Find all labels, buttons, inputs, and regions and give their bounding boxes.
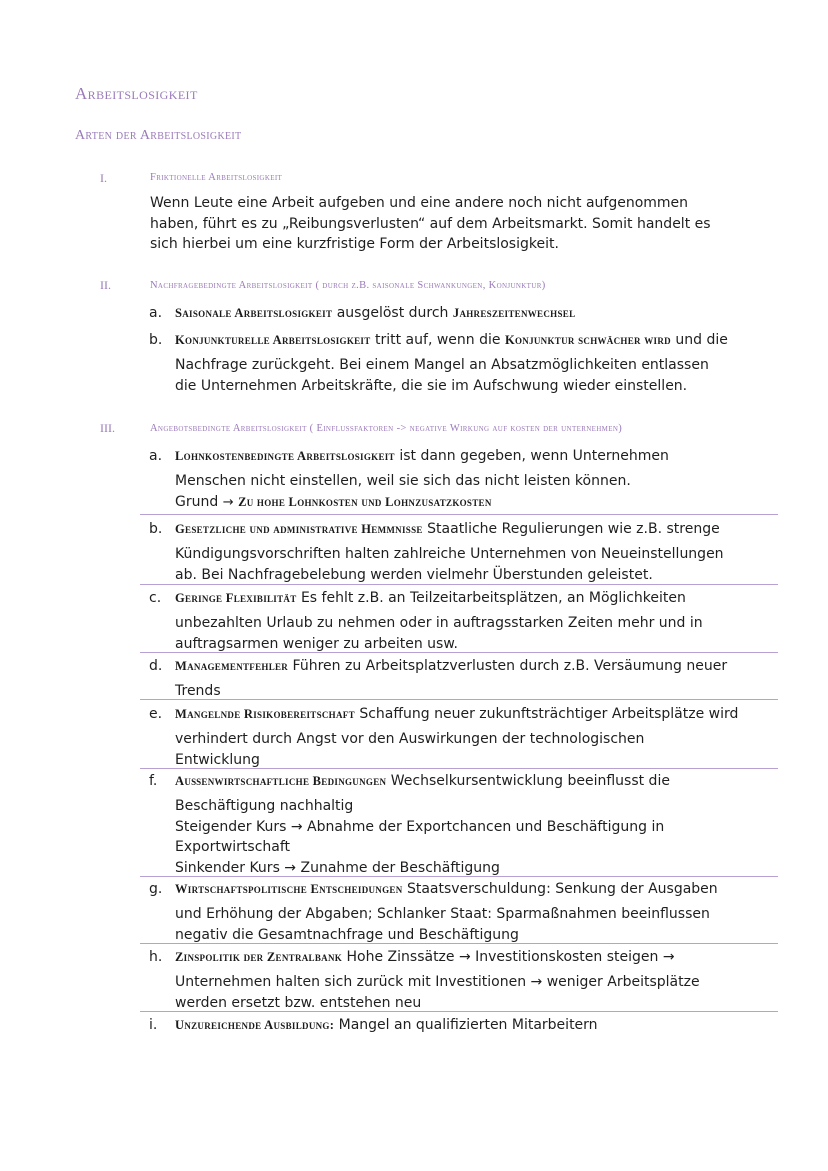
item-text: Staatsverschuldung: Senkung der Ausgaben [402,881,718,897]
item-text: Mangel an qualifizierten Mitarbeitern [334,1017,598,1033]
grund-label: Grund [175,493,219,510]
item-text: Staatliche Regulierungen wie z.B. strenge [422,521,720,537]
list-item-3d [140,656,778,700]
item-term: Außenwirtschaftliche Bedingungen [175,774,387,788]
item-line: die Unternehmen Arbeitskräfte, die sie im Aufschwung wieder einstellen. [175,377,688,394]
list-marker: b. [149,332,163,348]
list-item-3c [140,588,778,653]
item-text: Hohe Zinssätze → Investitionskosten steigen → [342,949,675,965]
item-line: Trends [175,683,221,699]
item-line: Beschäftigung nachhaltig [175,798,354,814]
list-item-3h [140,947,778,1012]
arrow-right-icon: → [222,494,234,510]
section-number-2: II. [100,278,111,292]
list-marker: e. [149,706,163,722]
page-title: Arbeitslosigkeit [75,84,198,103]
section-heading-3: Angebotsbedingte Arbeitslosigkeit ( Einflussfaktoren -> negative Wirkung auf kosten der unternehmen) [150,423,623,434]
list-marker: d. [149,658,163,674]
item-text: Wechselkursentwicklung beeinflusst die [386,773,670,789]
item-line: negativ die Gesamtnachfrage und Beschäftigung [175,926,519,943]
item-term: Unzureichende Ausbildung: [175,1018,335,1032]
item-text: Es fehlt z.B. an Teilzeitarbeitsplätzen, an Möglichkeiten [296,590,686,606]
paragraph-line: haben, führt es zu „Reibungsverlusten“ auf dem Arbeitsmarkt. Somit handelt es [150,215,711,232]
item-text: Führen zu Arbeitsplatzverlusten durch z.B. Versäumung neuer [288,658,728,674]
list-item-3f [140,771,778,877]
item-term-secondary: Konjunktur schwächer wird [504,333,671,347]
item-line: verhindert durch Angst vor den Auswirkungen der technologischen [175,731,645,747]
list-item-3i [140,1015,778,1040]
list-marker: i. [149,1017,158,1033]
list-item-3e [140,704,778,769]
section-number-1: I. [100,171,107,185]
page-subtitle: Arten der Arbeitslosigkeit [75,128,242,143]
section-heading-1: Friktionelle Arbeitslosigkeit [150,172,283,183]
list-marker: h. [149,949,163,965]
list-item-3a [140,446,778,515]
list-marker: c. [149,590,162,606]
list-marker: b. [149,521,163,537]
item-line: und Erhöhung der Abgaben; Schlanker Staat: Sparmaßnahmen beeinflussen [175,906,710,922]
item-text: ausgelöst durch [332,305,453,321]
item-line: werden ersetzt bzw. entstehen neu [175,994,422,1011]
item-text: Schaffung neuer zukunftsträchtiger Arbeitsplätze wird [354,706,739,722]
item-term: Gesetzliche und administrative Hemmnisse [175,522,423,536]
item-text: tritt auf, wenn die [370,332,505,348]
item-text-secondary: und die [670,332,728,348]
section-1-paragraph [150,193,770,255]
list-item-3g [140,879,778,944]
item-text: ist dann gegeben, wenn Unternehmen [394,448,669,464]
item-term: Mangelnde Risikobereitschaft [175,707,355,721]
section-heading-2: Nachfragebedingte Arbeitslosigkeit ( durch z.B. saisonale Schwankungen, Konjunktur) [150,280,546,291]
item-term: Managementfehler [175,659,289,673]
item-line: Steigender Kurs → Abnahme der Exportchancen und Beschäftigung in [175,818,665,835]
list-item-2a [140,303,778,328]
item-line: Entwicklung [175,751,260,768]
item-term: Konjunkturelle Arbeitslosigkeit [175,333,371,347]
list-marker: g. [149,881,163,897]
item-term-secondary: Jahreszeitenwechsel [452,306,576,320]
paragraph-line: sich hierbei um eine kurzfristige Form der Arbeitslosigkeit. [150,236,559,252]
item-line: Nachfrage zurückgeht. Bei einem Mangel an Absatzmöglichkeiten entlassen [175,357,709,373]
item-line: auftragsarmen weniger zu arbeiten usw. [175,635,458,652]
item-line: unbezahlten Urlaub zu nehmen oder in auftragsstarken Zeiten mehr und in [175,615,703,631]
list-marker: f. [149,773,158,789]
item-line: Kündigungsvorschriften halten zahlreiche Unternehmen von Neueinstellungen [175,546,724,562]
item-line: Sinkender Kurs → Zunahme der Beschäftigung [175,859,500,876]
list-item-2b [140,330,778,396]
item-line: ab. Bei Nachfragebelebung werden vielmehr Überstunden geleistet. [175,566,653,583]
list-item-3b [140,519,778,585]
item-term: Lohnkostenbedingte Arbeitslosigkeit [175,449,395,463]
item-line: Menschen nicht einstellen, weil sie sich das nicht leisten können. [175,473,631,489]
paragraph-line: Wenn Leute eine Arbeit aufgeben und eine andere noch nicht aufgenommen [150,195,689,211]
item-term: Geringe Flexibilität [175,591,297,605]
item-line: Exportwirtschaft [175,839,291,855]
list-marker: a. [149,448,163,464]
section-number-3: III. [100,421,115,435]
list-marker: a. [149,305,163,321]
item-line: Unternehmen halten sich zurück mit Investitionen → weniger Arbeitsplätze [175,974,700,990]
item-term: Saisonale Arbeitslosigkeit [175,306,333,320]
item-term: Wirtschaftspolitische Entscheidungen [175,882,403,896]
item-term: Zinspolitik der Zentralbank [175,950,343,964]
grund-term: Zu hohe Lohnkosten und Lohnzusatzkosten [238,494,492,509]
